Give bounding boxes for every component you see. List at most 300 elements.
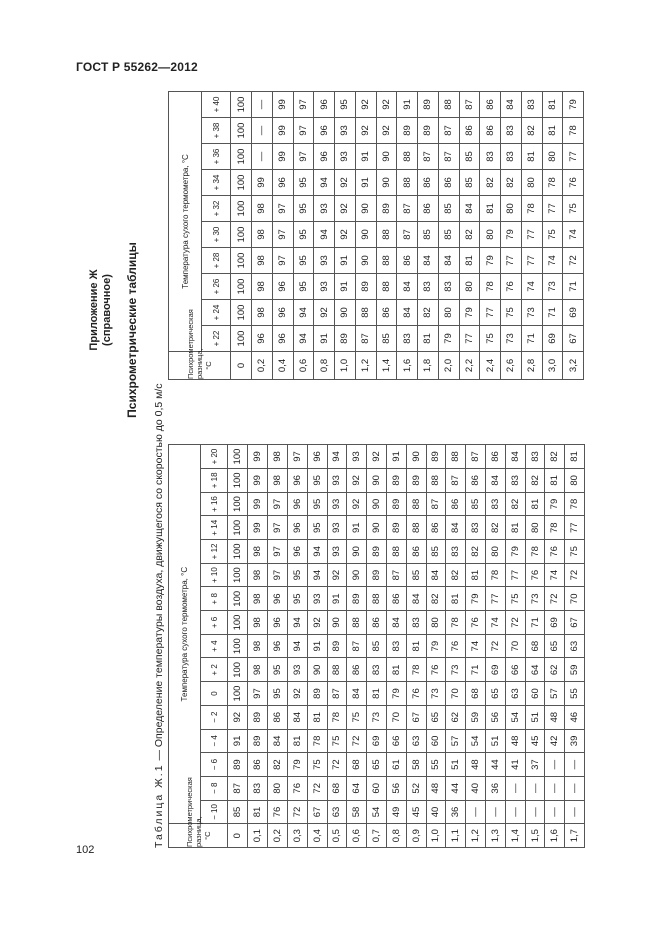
- humidity-cell: 86: [406, 540, 426, 564]
- humidity-cell: 95: [293, 248, 314, 274]
- humidity-cell: 95: [293, 222, 314, 248]
- humidity-cell: 93: [307, 587, 327, 611]
- table-header-row: [169, 445, 201, 848]
- table-row: [505, 445, 525, 848]
- humidity-cell: 89: [426, 445, 446, 469]
- table-row: [486, 445, 506, 848]
- humidity-cell: 60: [525, 682, 545, 706]
- humidity-cell: —: [525, 800, 545, 824]
- humidity-cell: 86: [418, 170, 439, 196]
- humidity-cell: 56: [386, 776, 406, 800]
- humidity-cell: —: [525, 776, 545, 800]
- diff-cell: 0,2: [252, 352, 273, 380]
- appendix-title-block: [88, 80, 114, 540]
- humidity-cell: 85: [228, 800, 248, 824]
- humidity-cell: 100: [231, 91, 252, 117]
- humidity-cell: 82: [426, 587, 446, 611]
- humidity-cell: 86: [438, 170, 459, 196]
- humidity-cell: 61: [386, 753, 406, 777]
- humidity-cell: 62: [545, 658, 565, 682]
- humidity-cell: 97: [248, 682, 268, 706]
- humidity-cell: 73: [542, 274, 563, 300]
- temperature-header-cell: − 4: [200, 729, 228, 753]
- temperature-header-cell: + 10: [200, 563, 228, 587]
- humidity-cell: 37: [525, 753, 545, 777]
- humidity-cell: 98: [268, 445, 288, 469]
- humidity-cell: 74: [563, 222, 584, 248]
- humidity-cell: 94: [314, 170, 335, 196]
- humidity-cell: 81: [466, 563, 486, 587]
- humidity-cell: 98: [252, 196, 273, 222]
- humidity-cell: 72: [505, 611, 525, 635]
- humidity-cell: 79: [505, 540, 525, 564]
- table-caption: [153, 148, 165, 848]
- table-row: [542, 91, 563, 379]
- humidity-cell: 97: [293, 144, 314, 170]
- diff-cell: 1,7: [565, 824, 585, 848]
- humidity-cell: 87: [347, 634, 367, 658]
- temperature-header-cell: − 10: [200, 800, 228, 824]
- humidity-cell: 81: [545, 469, 565, 493]
- humidity-cell: 84: [418, 248, 439, 274]
- humidity-cell: 99: [248, 516, 268, 540]
- humidity-cell: 71: [563, 274, 584, 300]
- humidity-cell: 79: [459, 300, 480, 326]
- temperature-header-cell: + 14: [200, 516, 228, 540]
- humidity-cell: 95: [287, 563, 307, 587]
- table-row: [446, 445, 466, 848]
- humidity-cell: 65: [367, 753, 387, 777]
- humidity-cell: 84: [406, 587, 426, 611]
- humidity-cell: 100: [228, 492, 248, 516]
- humidity-cell: 78: [307, 729, 327, 753]
- humidity-cell: 77: [521, 222, 542, 248]
- humidity-cell: 83: [466, 516, 486, 540]
- humidity-cell: 92: [307, 611, 327, 635]
- temperature-header-cell: + 28: [202, 248, 231, 274]
- humidity-cell: 80: [438, 300, 459, 326]
- humidity-cell: 88: [347, 611, 367, 635]
- humidity-cell: 76: [466, 611, 486, 635]
- humidity-cell: 87: [397, 222, 418, 248]
- humidity-cell: 98: [268, 469, 288, 493]
- humidity-cell: 87: [386, 563, 406, 587]
- humidity-cell: 67: [307, 800, 327, 824]
- humidity-cell: 94: [307, 563, 327, 587]
- humidity-cell: 95: [287, 587, 307, 611]
- humidity-cell: 89: [248, 729, 268, 753]
- humidity-cell: 86: [248, 753, 268, 777]
- humidity-cell: 80: [486, 540, 506, 564]
- diff-cell: 1,5: [525, 824, 545, 848]
- humidity-cell: 99: [252, 170, 273, 196]
- humidity-cell: 93: [314, 248, 335, 274]
- humidity-cell: 67: [406, 705, 426, 729]
- humidity-cell: 94: [307, 540, 327, 564]
- humidity-cell: 96: [287, 469, 307, 493]
- humidity-cell: 92: [287, 682, 307, 706]
- humidity-cell: 93: [327, 492, 347, 516]
- humidity-cell: 84: [386, 611, 406, 635]
- humidity-cell: 36: [446, 800, 466, 824]
- temperature-group-header: Температура сухого термометра, °С: [169, 91, 202, 351]
- temperature-header-cell: − 8: [200, 776, 228, 800]
- humidity-cell: 97: [293, 118, 314, 144]
- humidity-cell: 88: [376, 274, 397, 300]
- table-row: [228, 445, 248, 848]
- humidity-cell: 96: [268, 611, 288, 635]
- humidity-cell: 48: [545, 705, 565, 729]
- humidity-cell: 67: [563, 326, 584, 352]
- humidity-cell: 63: [565, 634, 585, 658]
- humidity-cell: 89: [335, 326, 356, 352]
- humidity-cell: 87: [446, 469, 466, 493]
- humidity-cell: 84: [347, 682, 367, 706]
- humidity-cell: 93: [335, 118, 356, 144]
- humidity-cell: 83: [501, 118, 522, 144]
- diff-cell: 2,4: [480, 352, 501, 380]
- humidity-cell: —: [545, 776, 565, 800]
- humidity-cell: 76: [268, 800, 288, 824]
- humidity-cell: 89: [406, 469, 426, 493]
- humidity-cell: 95: [268, 682, 288, 706]
- humidity-cell: 73: [426, 682, 446, 706]
- humidity-cell: 40: [466, 776, 486, 800]
- humidity-cell: 72: [563, 248, 584, 274]
- humidity-cell: 96: [287, 492, 307, 516]
- diff-cell: 0,8: [314, 352, 335, 380]
- table-row: [418, 91, 439, 379]
- humidity-cell: 85: [418, 222, 439, 248]
- humidity-cell: 92: [327, 563, 347, 587]
- humidity-cell: 76: [545, 540, 565, 564]
- diff-cell: 0,4: [307, 824, 327, 848]
- humidity-cell: 90: [347, 540, 367, 564]
- humidity-cell: 98: [252, 300, 273, 326]
- humidity-cell: 88: [438, 91, 459, 117]
- humidity-cell: 90: [376, 144, 397, 170]
- humidity-cell: 70: [386, 705, 406, 729]
- humidity-cell: 95: [268, 658, 288, 682]
- humidity-cell: 77: [480, 300, 501, 326]
- humidity-cell: 74: [545, 563, 565, 587]
- humidity-cell: 97: [268, 492, 288, 516]
- humidity-cell: 70: [505, 634, 525, 658]
- humidity-cell: 74: [486, 611, 506, 635]
- humidity-cell: 70: [565, 587, 585, 611]
- humidity-cell: 83: [386, 634, 406, 658]
- humidity-cell: 82: [466, 540, 486, 564]
- humidity-cell: 75: [505, 587, 525, 611]
- table-row: [367, 445, 387, 848]
- humidity-cell: 78: [545, 516, 565, 540]
- humidity-cell: 68: [347, 753, 367, 777]
- humidity-cell: 94: [293, 300, 314, 326]
- table-row: [314, 91, 335, 379]
- table-row: [501, 91, 522, 379]
- humidity-cell: 55: [426, 753, 446, 777]
- humidity-cell: 96: [272, 300, 293, 326]
- humidity-cell: 100: [228, 682, 248, 706]
- humidity-cell: 100: [228, 516, 248, 540]
- humidity-cell: 75: [563, 196, 584, 222]
- temperature-header-cell: + 26: [202, 274, 231, 300]
- humidity-cell: 86: [347, 658, 367, 682]
- humidity-cell: 80: [459, 274, 480, 300]
- humidity-cell: 92: [376, 91, 397, 117]
- humidity-cell: 97: [287, 445, 307, 469]
- humidity-cell: 87: [438, 118, 459, 144]
- humidity-cell: 91: [397, 91, 418, 117]
- humidity-cell: —: [545, 800, 565, 824]
- humidity-cell: 89: [418, 91, 439, 117]
- humidity-cell: 90: [347, 563, 367, 587]
- humidity-cell: 85: [466, 492, 486, 516]
- humidity-cell: 81: [248, 800, 268, 824]
- humidity-cell: 87: [228, 776, 248, 800]
- diff-cell: 2,2: [459, 352, 480, 380]
- humidity-cell: 100: [231, 170, 252, 196]
- diff-cell: 0,6: [347, 824, 367, 848]
- humidity-cell: 45: [406, 800, 426, 824]
- humidity-cell: 87: [459, 91, 480, 117]
- humidity-cell: 81: [525, 492, 545, 516]
- humidity-cell: 70: [446, 682, 466, 706]
- humidity-cell: 36: [486, 776, 506, 800]
- humidity-cell: 92: [376, 118, 397, 144]
- humidity-cell: 95: [293, 274, 314, 300]
- table-row: [376, 91, 397, 379]
- table-row: [231, 91, 252, 379]
- humidity-cell: 80: [268, 776, 288, 800]
- humidity-cell: 93: [314, 274, 335, 300]
- diff-cell: 2,6: [501, 352, 522, 380]
- humidity-cell: 96: [314, 118, 335, 144]
- temperature-header-cell: + 22: [202, 326, 231, 352]
- humidity-cell: 65: [486, 682, 506, 706]
- humidity-cell: 73: [501, 326, 522, 352]
- humidity-cell: 97: [272, 248, 293, 274]
- humidity-cell: 88: [446, 445, 466, 469]
- humidity-cell: 89: [347, 587, 367, 611]
- diff-cell: 0,7: [367, 824, 387, 848]
- diff-cell: 1,0: [335, 352, 356, 380]
- table-header-row: [169, 91, 202, 379]
- humidity-cell: 99: [272, 118, 293, 144]
- humidity-cell: 86: [397, 248, 418, 274]
- humidity-cell: 41: [505, 753, 525, 777]
- humidity-cell: 94: [287, 611, 307, 635]
- humidity-cell: 44: [446, 776, 466, 800]
- humidity-cell: 86: [480, 91, 501, 117]
- humidity-cell: 69: [545, 611, 565, 635]
- page-number: 102: [76, 844, 95, 856]
- humidity-cell: 78: [565, 492, 585, 516]
- humidity-cell: 90: [406, 445, 426, 469]
- humidity-cell: 49: [386, 800, 406, 824]
- humidity-cell: 62: [446, 705, 466, 729]
- humidity-cell: 77: [542, 196, 563, 222]
- humidity-cell: 83: [438, 274, 459, 300]
- humidity-cell: 85: [367, 634, 387, 658]
- humidity-cell: 85: [376, 326, 397, 352]
- table-row: [426, 445, 446, 848]
- humidity-cell: 100: [228, 540, 248, 564]
- humidity-cell: 80: [501, 196, 522, 222]
- humidity-cell: 63: [505, 682, 525, 706]
- humidity-cell: 82: [268, 753, 288, 777]
- humidity-cell: 100: [228, 587, 248, 611]
- humidity-cell: 73: [521, 300, 542, 326]
- diff-cell: 0,6: [293, 352, 314, 380]
- appendix-title: Приложение Ж: [88, 269, 100, 351]
- humidity-cell: 97: [268, 516, 288, 540]
- humidity-cell: 86: [426, 516, 446, 540]
- humidity-cell: 66: [505, 658, 525, 682]
- humidity-cell: 94: [293, 326, 314, 352]
- table-row: [565, 445, 585, 848]
- diff-cell: 1,2: [466, 824, 486, 848]
- humidity-cell: 79: [466, 587, 486, 611]
- humidity-cell: 83: [418, 274, 439, 300]
- table-row: [272, 91, 293, 379]
- humidity-cell: 68: [466, 682, 486, 706]
- table-row: [386, 445, 406, 848]
- humidity-cell: 84: [501, 91, 522, 117]
- humidity-cell: 96: [272, 274, 293, 300]
- humidity-cell: 89: [418, 118, 439, 144]
- table-row: [480, 91, 501, 379]
- humidity-cell: 87: [426, 492, 446, 516]
- humidity-cell: 51: [446, 753, 466, 777]
- humidity-cell: 82: [505, 492, 525, 516]
- humidity-cell: 88: [355, 300, 376, 326]
- humidity-cell: 80: [565, 469, 585, 493]
- humidity-cell: 82: [446, 563, 466, 587]
- humidity-cell: 88: [386, 540, 406, 564]
- humidity-cell: 95: [307, 492, 327, 516]
- humidity-cell: 92: [347, 492, 367, 516]
- temperature-header-cell: + 24: [202, 300, 231, 326]
- diff-cell: 0,5: [327, 824, 347, 848]
- diff-column-header: Психрометрическая разница, °С: [169, 824, 228, 848]
- humidity-cell: 71: [466, 658, 486, 682]
- humidity-cell: 91: [335, 248, 356, 274]
- temperature-header-cell: + 4: [200, 634, 228, 658]
- table-header-row: [200, 445, 228, 848]
- temperature-header-cell: + 6: [200, 611, 228, 635]
- temperature-header-cell: + 30: [202, 222, 231, 248]
- table-caption-label: Таблица Ж.1: [153, 763, 165, 848]
- humidity-cell: 90: [376, 170, 397, 196]
- temperature-group-header: Температура сухого термометра, °С: [169, 445, 201, 824]
- humidity-cell: 90: [367, 516, 387, 540]
- humidity-cell: 86: [466, 469, 486, 493]
- humidity-cell: 57: [446, 729, 466, 753]
- humidity-cell: 82: [486, 516, 506, 540]
- humidity-cell: 93: [335, 144, 356, 170]
- table-row: [287, 445, 307, 848]
- section-title: Психрометрические таблицы: [125, 242, 139, 418]
- diff-cell: 0,4: [272, 352, 293, 380]
- humidity-cell: 77: [501, 248, 522, 274]
- humidity-cell: 91: [314, 326, 335, 352]
- humidity-cell: 97: [268, 563, 288, 587]
- humidity-cell: 54: [367, 800, 387, 824]
- humidity-cell: 68: [327, 776, 347, 800]
- humidity-cell: 86: [386, 587, 406, 611]
- humidity-cell: 44: [486, 753, 506, 777]
- humidity-cell: 84: [505, 445, 525, 469]
- humidity-cell: 74: [542, 248, 563, 274]
- humidity-cell: 86: [418, 196, 439, 222]
- humidity-cell: 93: [327, 540, 347, 564]
- humidity-cell: 100: [228, 611, 248, 635]
- humidity-cell: 89: [376, 196, 397, 222]
- humidity-cell: 51: [486, 729, 506, 753]
- humidity-cell: 48: [466, 753, 486, 777]
- temperature-header-cell: 0: [200, 682, 228, 706]
- humidity-cell: 80: [480, 222, 501, 248]
- humidity-cell: 58: [406, 753, 426, 777]
- humidity-cell: 78: [525, 540, 545, 564]
- humidity-cell: 98: [248, 563, 268, 587]
- humidity-cell: 100: [228, 563, 248, 587]
- diff-cell: 1,3: [486, 824, 506, 848]
- humidity-cell: 90: [355, 248, 376, 274]
- humidity-cell: 84: [287, 705, 307, 729]
- humidity-cell: 96: [268, 587, 288, 611]
- humidity-cell: 81: [521, 144, 542, 170]
- humidity-cell: 97: [293, 91, 314, 117]
- humidity-cell: 95: [307, 516, 327, 540]
- humidity-cell: 88: [406, 492, 426, 516]
- diff-cell: 1,8: [418, 352, 439, 380]
- humidity-cell: 40: [426, 800, 446, 824]
- humidity-cell: 83: [505, 469, 525, 493]
- humidity-cell: 77: [521, 248, 542, 274]
- diff-cell: 1,6: [545, 824, 565, 848]
- humidity-cell: 89: [386, 469, 406, 493]
- humidity-cell: 87: [438, 144, 459, 170]
- humidity-cell: 72: [287, 800, 307, 824]
- temperature-header-cell: + 18: [200, 469, 228, 493]
- humidity-cell: —: [252, 91, 273, 117]
- humidity-cell: —: [565, 753, 585, 777]
- humidity-cell: 88: [376, 248, 397, 274]
- humidity-cell: 82: [501, 170, 522, 196]
- humidity-cell: 76: [563, 170, 584, 196]
- table-row: [268, 445, 288, 848]
- humidity-cell: 83: [367, 658, 387, 682]
- humidity-cell: 84: [486, 469, 506, 493]
- humidity-cell: 55: [565, 682, 585, 706]
- diff-cell: 0: [231, 352, 252, 380]
- temperature-header-cell: + 12: [200, 540, 228, 564]
- humidity-cell: 98: [248, 611, 268, 635]
- humidity-cell: 65: [426, 705, 446, 729]
- humidity-cell: 93: [327, 516, 347, 540]
- humidity-cell: 86: [480, 118, 501, 144]
- humidity-cell: 80: [542, 144, 563, 170]
- diff-cell: 0: [228, 824, 248, 848]
- humidity-cell: 100: [228, 445, 248, 469]
- table-row: [355, 91, 376, 379]
- humidity-cell: 81: [307, 705, 327, 729]
- temperature-header-cell: + 40: [202, 91, 231, 117]
- humidity-cell: 76: [525, 563, 545, 587]
- humidity-cell: 92: [335, 196, 356, 222]
